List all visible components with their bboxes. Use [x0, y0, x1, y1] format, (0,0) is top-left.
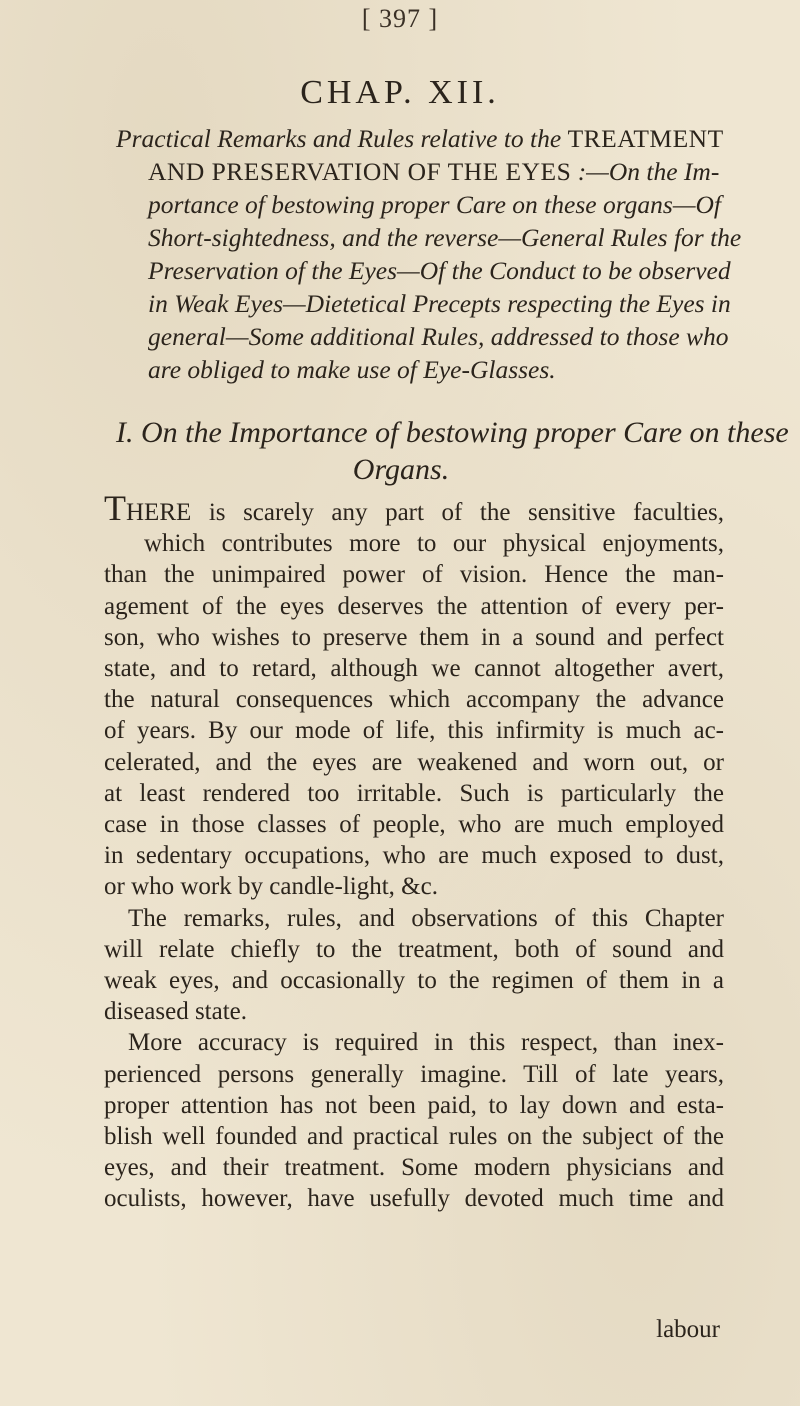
catchword: labour: [656, 1316, 720, 1343]
section-title-line: Organs.: [352, 453, 450, 486]
body-line: case in those classes of people, who are much employed: [104, 811, 724, 839]
body-line: perienced persons generally imagine. Till of late years,: [104, 1060, 724, 1088]
drop-cap: T: [104, 488, 126, 528]
body-line: of years. By our mode of life, this infirmity is much ac-: [104, 717, 724, 745]
body-line: at least rendered too irritable. Such is particularly the: [104, 779, 724, 807]
summary-line: general—Some additional Rules, addressed to those who: [148, 322, 729, 351]
summary-line: AND PRESERVATION OF THE EYES :—On the Im-: [148, 157, 720, 186]
summary-line: portance of bestowing proper Care on these organs—Of: [148, 190, 722, 219]
summary-line: in Weak Eyes—Dietetical Precepts respecting the Eyes in: [148, 289, 731, 318]
body-line: oculists, however, have usefully devoted much time and: [104, 1185, 724, 1213]
body-line: THERE is scarely any part of the sensitive faculties,: [104, 488, 724, 528]
summary-line: Preservation of the Eyes—Of the Conduct to be observed: [148, 256, 731, 285]
body-line: agement of the eyes deserves the attention of every per-: [104, 592, 724, 620]
summary-line: Practical Remarks and Rules relative to the TREATMENT: [116, 124, 724, 153]
body-line: blish well founded and practical rules on the subject of the: [104, 1123, 724, 1151]
chapter-heading: CHAP. XII.: [300, 74, 500, 111]
body-line: son, who wishes to preserve them in a sound and perfect: [104, 623, 724, 651]
body-line: diseased state.: [104, 998, 248, 1026]
summary-line: are obliged to make use of Eye-Glasses.: [148, 355, 556, 384]
body-line: than the unimpaired power of vision. Hence the man-: [104, 561, 724, 589]
summary-line: Short-sightedness, and the reverse—General Rules for the: [148, 223, 742, 252]
section-title: [116, 414, 789, 488]
section-title-line: I. On the Importance of bestowing proper Care on these: [116, 416, 789, 449]
chapter-summary: [116, 122, 742, 386]
body-line: eyes, and their treatment. Some modern physicians and: [104, 1154, 724, 1182]
body-line: which contributes more to our physical enjoyments,: [144, 530, 724, 558]
body-line: the natural consequences which accompany the advance: [104, 686, 724, 714]
page-number: [ 397 ]: [361, 4, 439, 33]
body-line: proper attention has not been paid, to lay down and esta-: [104, 1091, 724, 1119]
body-text: [104, 490, 724, 1215]
body-line: or who work by candle-light, &c.: [104, 873, 438, 901]
body-line: More accuracy is required in this respect, than inex-: [128, 1029, 724, 1057]
body-line: weak eyes, and occasionally to the regimen of them in a: [104, 967, 724, 995]
body-line: in sedentary occupations, who are much exposed to dust,: [104, 842, 724, 870]
body-line: state, and to retard, although we cannot altogether avert,: [104, 655, 724, 683]
body-line: will relate chiefly to the treatment, both of sound and: [104, 935, 724, 963]
body-line: celerated, and the eyes are weakened and worn out, or: [104, 748, 724, 776]
body-line: The remarks, rules, and observations of this Chapter: [128, 904, 724, 932]
